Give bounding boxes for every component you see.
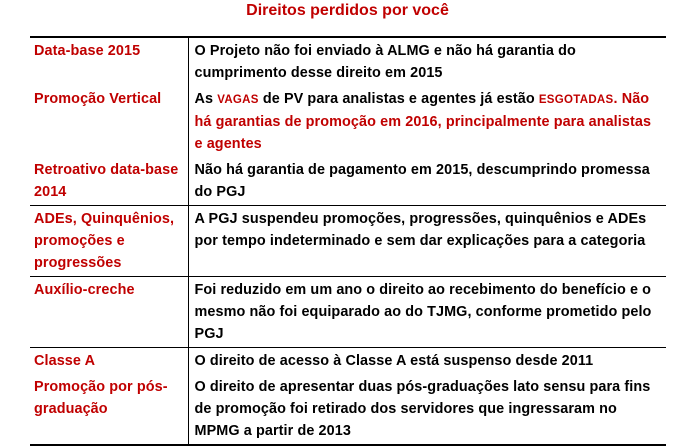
row-label: Auxílio-creche <box>30 277 188 348</box>
desc-part: de PV para analistas e agentes já estão <box>258 91 539 107</box>
table-row <box>30 157 666 206</box>
rights-table <box>30 36 666 446</box>
row-label: Promoção por pós-graduação <box>30 374 188 445</box>
table-row <box>30 37 666 86</box>
row-description: O direito de apresentar duas pós-graduações lato sensu para fins de promoção foi retirado dos servidores que ingressaram no MPMG a partir de 2013 <box>188 374 666 445</box>
row-label: Classe A <box>30 348 188 375</box>
row-description: O Projeto não foi enviado à ALMG e não há garantia do cumprimento desse direito em 2015 <box>188 37 666 86</box>
vagas-highlight: VAGAS <box>217 94 259 106</box>
row-description: Foi reduzido em um ano o direito ao recebimento do benefício e o mesmo não foi equiparado ao do TJMG, conforme prometido pelo PGJ <box>188 277 666 348</box>
row-description: A PGJ suspendeu promoções, progressões, quinquênios e ADEs por tempo indeterminado e sem dar explicações para a categoria <box>188 206 666 277</box>
row-description <box>188 86 666 157</box>
table-row <box>30 348 666 375</box>
row-description: Não há garantia de pagamento em 2015, descumprindo promessa do PGJ <box>194 162 650 200</box>
esgotadas-highlight: ESGOTADAS <box>538 94 614 106</box>
warning-text: . Não há garantias de promoção em 2016, principalmente para analistas e agentes <box>194 91 652 152</box>
desc-part: As <box>194 91 218 107</box>
table-row <box>30 86 666 157</box>
table-row <box>30 206 666 277</box>
row-label: Promoção Vertical <box>30 86 188 157</box>
row-label: Data-base 2015 <box>30 37 188 86</box>
table-row <box>30 277 666 348</box>
row-label: Retroativo data-base 2014 <box>30 157 188 206</box>
page-title: Direitos perdidos por você <box>246 2 449 19</box>
row-label: ADEs, Quinquênios, promoções e progressões <box>30 206 188 277</box>
row-description: O direito de acesso à Classe A está suspenso desde 2011 <box>188 348 666 375</box>
